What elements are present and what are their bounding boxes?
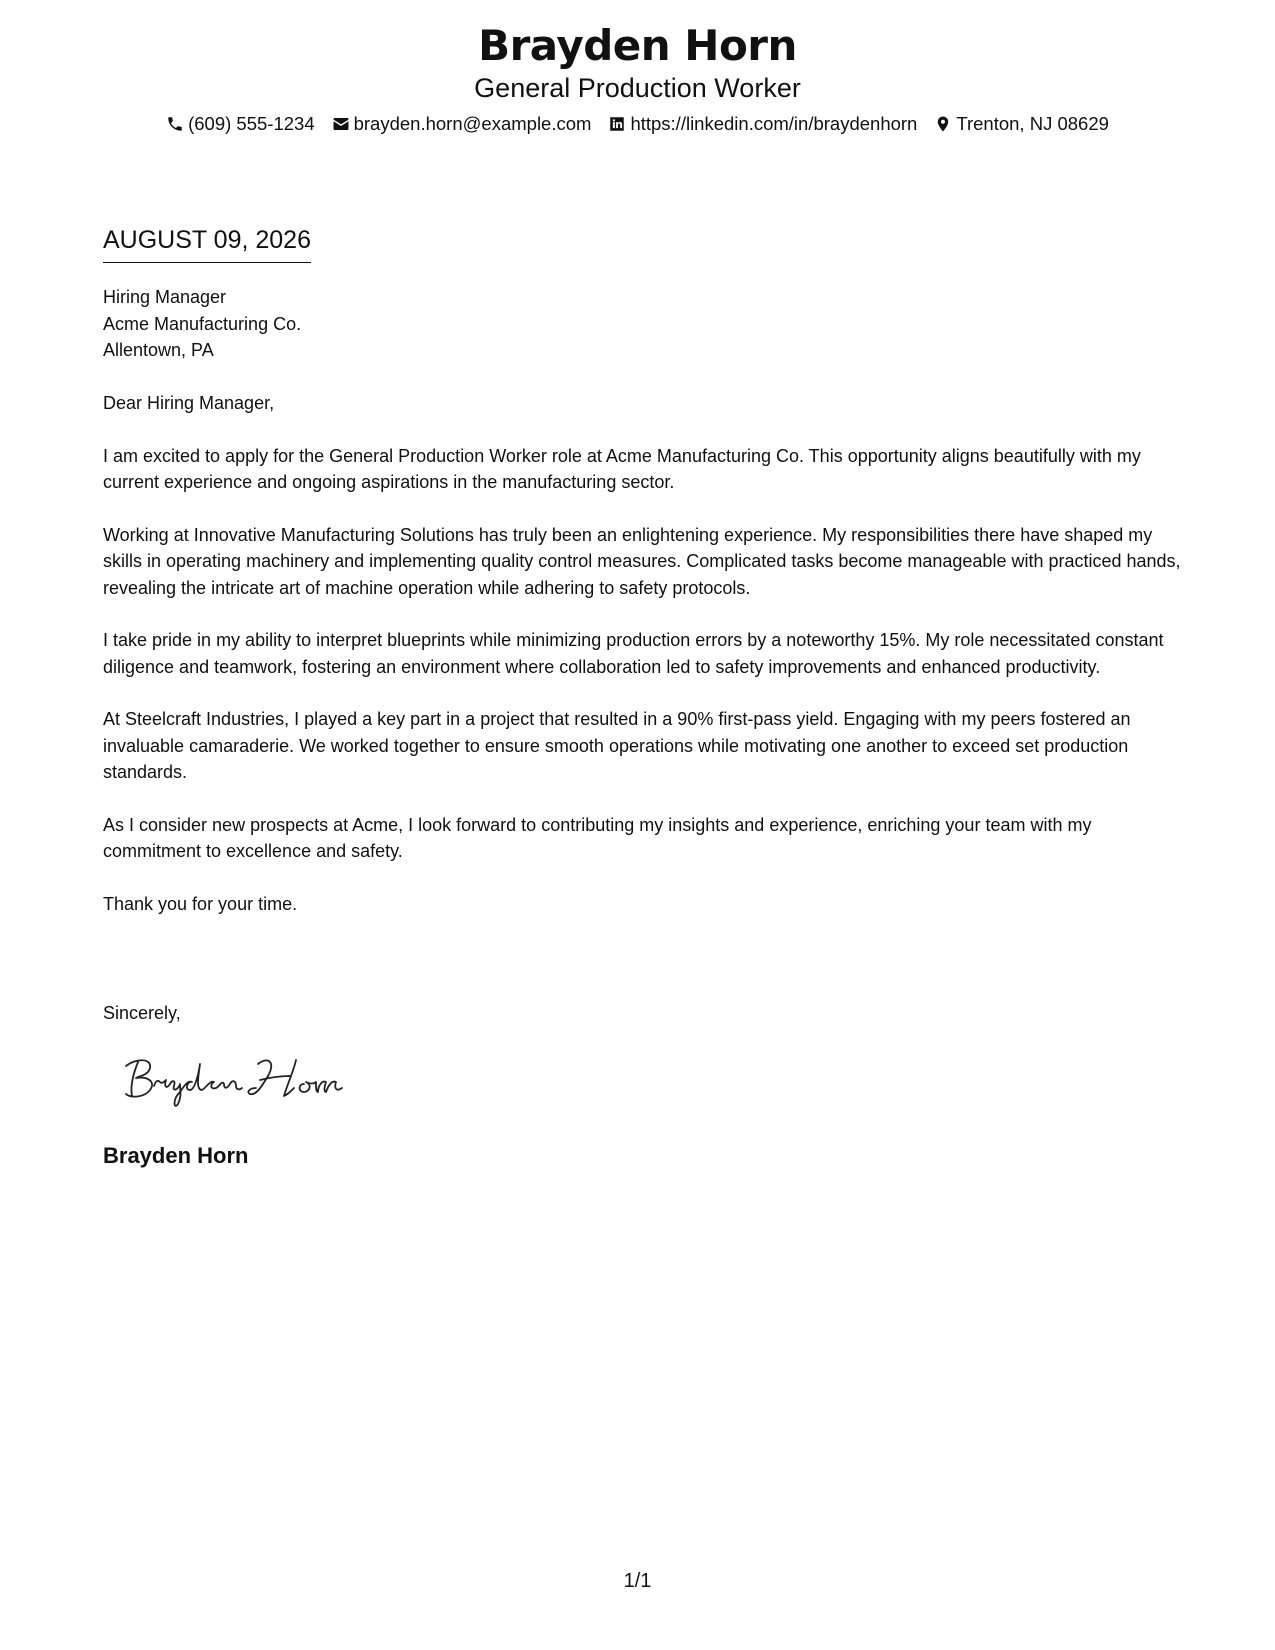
body-paragraph: I am excited to apply for the General Production Worker role at Acme Manufacturing Co. This opportunity aligns beautifully with my current experience and ongoing aspirations in the manufacturing sector. [103, 445, 1141, 492]
salutation: Dear Hiring Manager, [103, 393, 275, 413]
linkedin-link[interactable]: https://linkedin.com/in/braydenhorn [630, 113, 918, 134]
location-text: Trenton, NJ 08629 [956, 113, 1109, 134]
handwritten-signature [118, 1050, 358, 1110]
contact-info [0, 112, 1275, 136]
recipient-line: Allentown, PA [103, 340, 214, 360]
phone-icon [166, 115, 184, 133]
signer-name: Brayden Horn [103, 1143, 249, 1168]
body-paragraph: Working at Innovative Manufacturing Solutions has truly been an enlightening experience. My responsibilities there have shaped my skills in operating machinery and implementing quality control measures. Complicated tasks become manageable with practiced hands, revealing the intricate art of machine operation while adhering to safety protocols. [103, 524, 1181, 598]
body-paragraph: As I consider new prospects at Acme, I look forward to contributing my insights and experience, enriching your team with my commitment to excellence and safety. [103, 814, 1092, 861]
recipient-line: Hiring Manager [103, 287, 227, 307]
page-number: 1/1 [623, 1570, 652, 1592]
applicant-name: Brayden Horn [478, 21, 797, 70]
email-link[interactable]: brayden.horn@example.com [353, 113, 592, 134]
linkedin-icon [608, 115, 626, 133]
job-title: General Production Worker [474, 73, 801, 103]
contact-location [934, 112, 1109, 136]
contact-linkedin [608, 112, 917, 136]
envelope-icon [332, 115, 350, 133]
letter-header [0, 20, 1275, 136]
contact-email [332, 112, 592, 136]
letter-body [103, 390, 1183, 943]
map-pin-icon [934, 115, 952, 133]
body-paragraph: Thank you for your time. [103, 893, 298, 914]
body-paragraph: At Steelcraft Industries, I played a key part in a project that resulted in a 90% first-pass yield. Engaging with my peers fostered an invaluable camaraderie. We worked together to ensure smooth operations while motivating one another to exceed set production standards. [103, 709, 1131, 782]
recipient-line: Acme Manufacturing Co. [103, 313, 302, 334]
contact-phone [166, 112, 315, 136]
closing: Sincerely, [103, 1003, 181, 1023]
phone-text: (609) 555-1234 [188, 113, 315, 134]
body-paragraph: I take pride in my ability to interpret blueprints while minimizing production errors by a noteworthy 15%. My role necessitated constant diligence and teamwork, fostering an environment where collaboration led to safety improvements and enhanced productivity. [103, 630, 1164, 677]
letter-date: AUGUST 09, 2026 [103, 224, 311, 263]
recipient-block [103, 284, 301, 364]
